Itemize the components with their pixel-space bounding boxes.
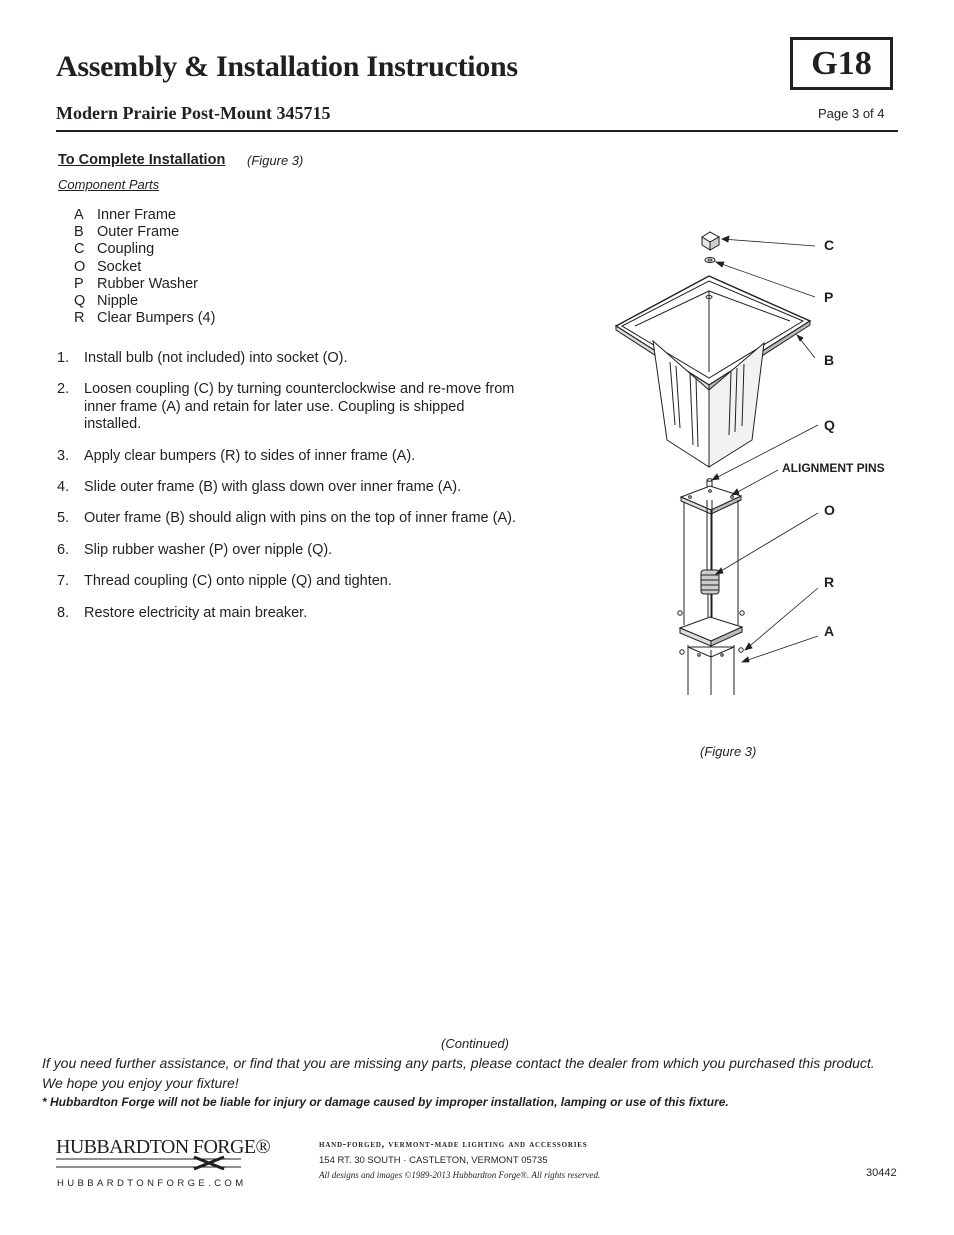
company-tagline: hand-forged, vermont-made lighting and accessories (319, 1139, 588, 1150)
step-number: 2. (57, 381, 70, 398)
document-title: Assembly & Installation Instructions (56, 50, 518, 83)
section-figure-reference: (Figure 3) (247, 153, 304, 168)
enjoy-text: We hope you enjoy your fixture! (42, 1075, 239, 1091)
callout-socket: O (824, 502, 835, 518)
figure-caption: (Figure 3) (700, 744, 757, 759)
company-address: 154 RT. 30 SOUTH · CASTLETON, VERMONT 05735 (319, 1155, 548, 1166)
step-number: 4. (57, 479, 70, 496)
part-name: Rubber Washer (97, 275, 199, 292)
company-website: HUBBARDTONFORGE.COM (57, 1178, 247, 1189)
installation-steps-list (57, 350, 517, 636)
part-name: Socket (97, 258, 142, 275)
copyright-notice: All designs and images ©1989-2013 Hubbardton Forge®. All rights reserved. (319, 1170, 601, 1180)
part-item (74, 310, 215, 327)
step-text: Restore electricity at main breaker. (84, 604, 308, 621)
step-item (57, 381, 517, 433)
step-number: 8. (57, 604, 70, 621)
callout-clear-bumpers: R (824, 574, 835, 590)
part-item (74, 293, 215, 310)
header-divider (56, 130, 898, 132)
step-number: 6. (57, 541, 70, 558)
page-number: Page 3 of 4 (818, 106, 885, 121)
section-heading: To Complete Installation (58, 152, 226, 168)
outer-frame-roof-drawing (616, 276, 810, 390)
step-item (57, 573, 517, 590)
part-letter: Q (74, 293, 86, 310)
document-number: 30442 (866, 1167, 897, 1179)
component-parts-list (74, 207, 215, 327)
part-name: Outer Frame (97, 224, 180, 241)
part-item (74, 207, 215, 224)
part-letter: B (74, 224, 84, 241)
callout-alignment-pins: ALIGNMENT PINS (782, 461, 885, 475)
part-item (74, 276, 215, 293)
step-text: Apply clear bumpers (R) to sides of inner frame (A). (84, 447, 416, 464)
step-item (57, 605, 517, 622)
step-text: Slip rubber washer (P) over nipple (Q). (84, 541, 333, 558)
part-item (74, 259, 215, 276)
exploded-assembly-diagram (560, 200, 920, 720)
step-text: Thread coupling (C) onto nipple (Q) and tighten. (84, 573, 392, 590)
step-text: Loosen coupling (C) by turning counterclockwise and re-move from inner frame (A) and retain for later use. Coupling is shipped installed. (84, 381, 515, 433)
step-item (57, 542, 517, 559)
step-item (57, 350, 517, 367)
callout-inner-frame: A (824, 623, 835, 639)
callout-coupling: C (824, 237, 835, 253)
part-letter: P (74, 275, 84, 292)
part-letter: A (74, 207, 84, 223)
step-text: Slide outer frame (B) with glass down over inner frame (A). (84, 479, 462, 496)
part-item (74, 241, 215, 258)
step-number: 7. (57, 573, 70, 590)
step-item (57, 510, 517, 527)
logo-wordmark: HUBBARDTON FORGE® (56, 1136, 271, 1158)
rubber-washer-drawing (705, 257, 715, 262)
component-parts-heading: Component Parts (58, 177, 160, 192)
socket-drawing (701, 570, 719, 617)
continued-note: (Continued) (441, 1036, 509, 1051)
coupling-drawing (702, 232, 719, 250)
callout-rubber-washer: P (824, 289, 834, 305)
instruction-code: G18 (811, 44, 872, 82)
callout-outer-frame: B (824, 352, 835, 368)
part-name: Clear Bumpers (4) (97, 310, 216, 327)
part-name: Nipple (97, 293, 139, 310)
step-text: Install bulb (not included) into socket (O). (84, 350, 348, 366)
assistance-text: If you need further assistance, or find that you are missing any parts, please contact the dealer from which you purchased this product. (42, 1055, 875, 1071)
step-item (57, 448, 517, 465)
step-number: 3. (57, 447, 70, 464)
part-item (74, 224, 215, 241)
instruction-code-box (790, 37, 893, 90)
part-letter: O (74, 258, 86, 275)
product-subtitle: Modern Prairie Post-Mount 345715 (56, 103, 331, 123)
step-text: Outer frame (B) should align with pins on the top of inner frame (A). (84, 510, 516, 527)
part-name: Inner Frame (97, 207, 176, 223)
callout-nipple: Q (824, 417, 835, 433)
step-number: 1. (57, 350, 70, 366)
part-letter: C (74, 241, 85, 258)
liability-disclaimer: * Hubbardton Forge will not be liable for injury or damage caused by improper installation, lamping or use of this fixture. (42, 1095, 729, 1109)
part-letter: R (74, 310, 85, 327)
part-name: Coupling (97, 241, 155, 258)
step-item (57, 479, 517, 496)
step-number: 5. (57, 510, 70, 527)
